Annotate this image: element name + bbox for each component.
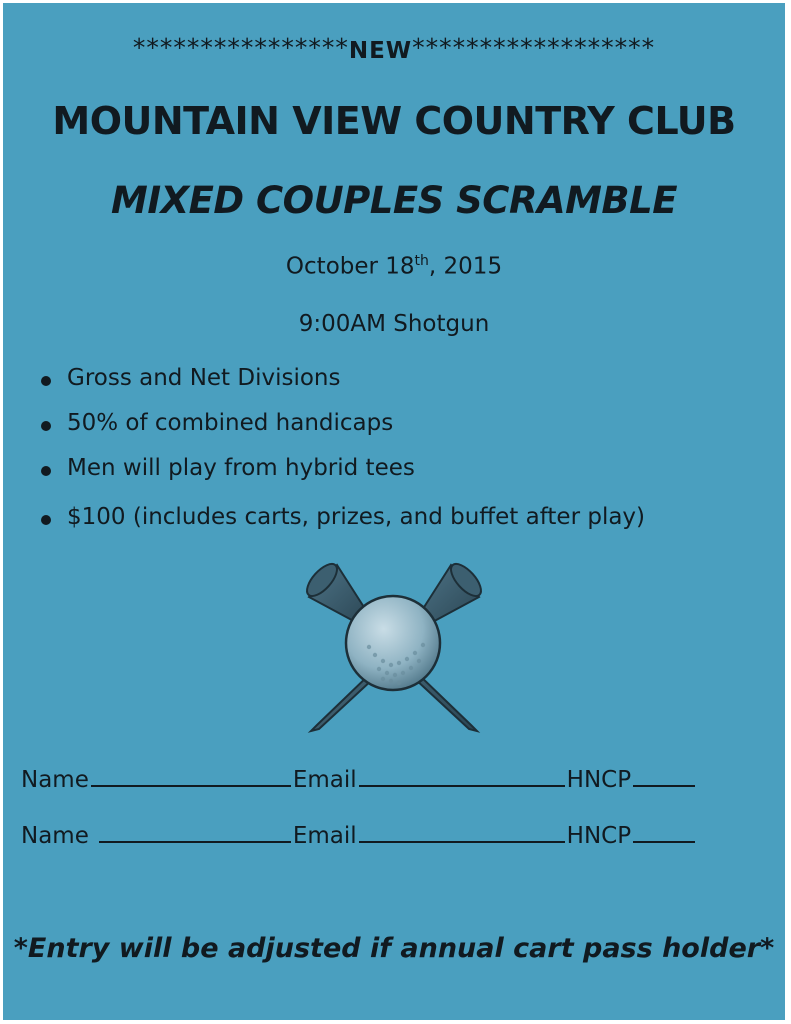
list-item-text: Men will play from hybrid tees: [67, 455, 415, 481]
list-item: [41, 410, 645, 455]
name-label: Name: [21, 767, 89, 793]
bullet-icon: [41, 376, 51, 386]
list-item: [41, 455, 645, 500]
list-item: [41, 365, 645, 410]
email-blank-1[interactable]: [359, 763, 565, 787]
list-item: [41, 504, 645, 549]
club-title: MOUNTAIN VIEW COUNTRY CLUB: [52, 99, 736, 143]
list-item-text: Gross and Net Divisions: [67, 365, 341, 391]
flyer-sheet: [3, 3, 785, 1020]
name-blank-1[interactable]: [91, 763, 291, 787]
new-banner: [3, 33, 785, 62]
stars-left: ****************: [132, 33, 349, 62]
bullet-icon: [41, 515, 51, 525]
bullet-icon: [41, 466, 51, 476]
golf-ball-crossed-tees-icon: [299, 555, 489, 737]
list-item-text: $100 (includes carts, prizes, and buffet after play): [67, 504, 646, 530]
email-label: Email: [292, 823, 357, 849]
start-time: 9:00AM Shotgun: [298, 311, 490, 337]
hncp-label: HNCP: [566, 823, 632, 849]
entry-row-1: [21, 763, 697, 793]
event-title: MIXED COUPLES SCRAMBLE: [111, 179, 677, 222]
date-year: , 2015: [428, 253, 503, 280]
event-date: [3, 253, 785, 280]
hncp-blank-1[interactable]: [633, 763, 695, 787]
details-list: [41, 365, 645, 549]
golf-ball: [346, 596, 440, 690]
entry-row-2: [21, 819, 697, 849]
hncp-blank-2[interactable]: [633, 819, 695, 843]
name-blank-2[interactable]: [99, 819, 291, 843]
new-badge: NEW: [348, 38, 413, 64]
date-suffix: th: [414, 253, 429, 269]
stars-right: ******************: [412, 33, 656, 62]
footer-note: *Entry will be adjusted if annual cart pass holder*: [13, 933, 775, 964]
hncp-label: HNCP: [566, 767, 632, 793]
email-blank-2[interactable]: [359, 819, 565, 843]
name-label: Name: [21, 823, 89, 849]
email-label: Email: [292, 767, 357, 793]
date-prefix: October 18: [285, 253, 415, 280]
list-item-text: 50% of combined handicaps: [67, 410, 394, 436]
bullet-icon: [41, 421, 51, 431]
